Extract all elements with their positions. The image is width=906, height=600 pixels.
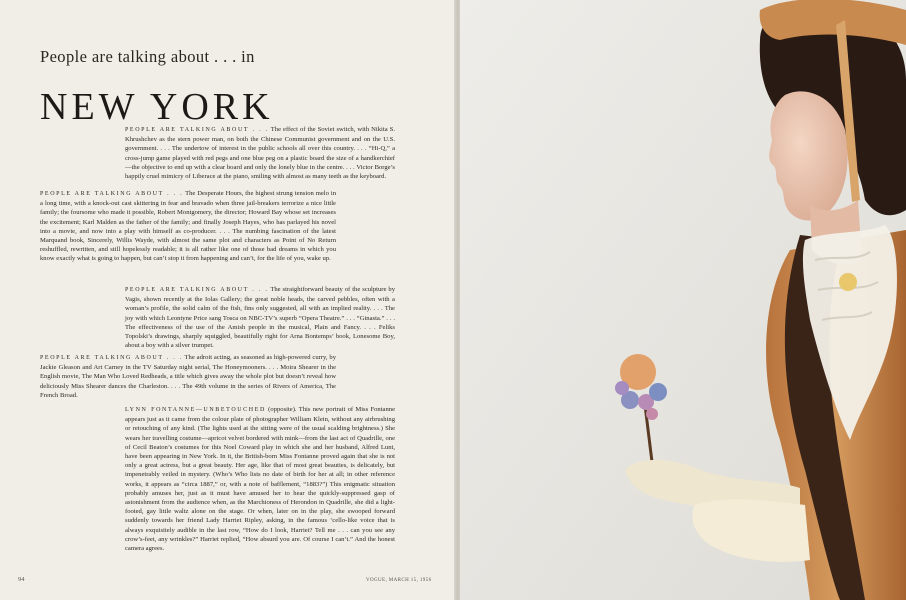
paragraph-1 <box>125 125 395 181</box>
paragraph-lead: LYNN FONTANNE—UNBETOUCHED <box>125 407 266 413</box>
paragraph-lead: PEOPLE ARE TALKING ABOUT . . . <box>40 191 184 197</box>
paragraph-text: The adroit acting, as seasoned as high-powered curry, by Jackie Gleason and Art Carney in the TV Saturday night serial, The Honeymooners. . . . Moira Shearer in the English movie, The Man Who Loved Redheads, a title which gives away the whole plot but doesn’t reveal how deliciously Miss Shearer dances the Charleston. . . . The 49th volume in the series of Rivers of America, The French Broad. <box>40 354 336 399</box>
paragraph-text: (opposite). This new portrait of Miss Fontanne appears just as it came from the colour plate of photographer William Klein, without any airbrushing or retouching of any kind. (The lights used at the sitting were of the usual scalding brightness.) She wears her travelling costume—apricot velvet bordered with mink—from the last act of Quadrille, one of Cecil Beaton’s costumes for this Noel Coward play in which she and her husband, Alfred Lunt, have been appearing in New York. In it, the British-born Miss Fontanne proved again that she is not only a great actress, but a great beauty. Her age, like that of most great beauties, is delicately, but impenetrably veiled in mystery. (Who’s Who lists no date of birth for her at all; in other reference works, it appears as “circa 1887,” or, with a note of bafflement, “1883?”) This enigmatic situation probably amuses her, just as it must have amused her to hear the quickly-suppressed gasp of astonishment from the audience when, as the Marchioness of Herondon in Quadrille, she did a light-footed, gay little waltz alone on the stage. Or when, later on in the play, she swooped forward suddenly towards her friend Lady Harriet Ripley, asking, in the famous ‘cello-like voice that is always exquisitely audible in the last row, “How do I look, Harriet? Tell me . . . can you see any crow’s-feet, any wrinkles?” Harriet replied, “How absurd you are. Of course I can’t.” And the honest camera agrees. <box>125 406 395 553</box>
paragraph-3 <box>125 285 395 350</box>
paragraph-lead: PEOPLE ARE TALKING ABOUT . . . <box>40 355 183 361</box>
paragraph-lead: PEOPLE ARE TALKING ABOUT . . . <box>125 127 269 133</box>
right-page-photo <box>460 0 906 600</box>
portrait-photo <box>460 0 906 600</box>
paragraph-text: The straightforward beauty of the sculpture by Vagis, shown recently at the Iolas Gallery; the great noble heads, the carved pebbles, often with a woman’s profile, the solid calm of the fish, fins only suggested, all with an implied reality. . . . The joy with which Leontyne Price sang Tosca on NBC-TV’s superb “Opera Theatre.” . . . “Ginasta.” . . . The effectiveness of the use of the Amish people in the musical, Plain and Fancy. . . . Feliks Topolski’s drawings, sharply squiggled, beautifully right for Arna Bontemps’ book, Lonesome Boy, about a boy with a silver trumpet. <box>125 286 395 350</box>
page-number: 94 <box>18 576 25 583</box>
brooch <box>839 273 857 291</box>
paragraph-text: The Desperate Hours, the highest strung tension melo in a long time, with a knock-out cast skittering in fear and bravado when three jail-breakers terrorize a nice little family; the foursome who made it possible, Robert Montgomery, the director; Howard Bay whose set increases the excitement; Karl Malden as the father of the family; and finally Joseph Hayes, who has parlayed his novel into a movie, and now into a play with himself as co-producer. . . . The numbing fascination of the latest Marquand book, Sincerely, Willis Wayde, with almost the same plot and characters as Point of No Return reshuffled, rewritten, and still hopelessly readable; it is all rather like one of those bad dreams in which you know exactly what is going to happen, but can’t stop it from happening and can’t, for the life of you, wake up. <box>40 190 336 263</box>
issue-footline: VOGUE, MARCH 15, 1956 <box>366 578 432 583</box>
paragraph-2 <box>40 189 336 264</box>
kicker-title: People are talking about . . . in <box>40 47 255 66</box>
paragraph-4 <box>40 353 336 400</box>
paragraph-text: The effect of the Soviet switch, with Nikita S. Khrushchev as the stern power man, on both the Chinese Communist government and on the U.S. government. . . . The undertow of interest in the public schools all over this country. . . . “Hi-Q,” a cross-jump game played with red pegs and one blue peg on a plastic board the size of a handkerchief—the objective to end up with a clear board and only the lonely blue in the centre. . . . Victor Borge’s happily cruel mimicry of Liberace at the piano, smiling with almost as many teeth as the keyboard. <box>125 126 395 181</box>
paragraph-lead: PEOPLE ARE TALKING ABOUT . . . <box>125 287 269 293</box>
paragraph-5 <box>125 405 395 553</box>
page-headline: NEW YORK <box>40 86 274 129</box>
